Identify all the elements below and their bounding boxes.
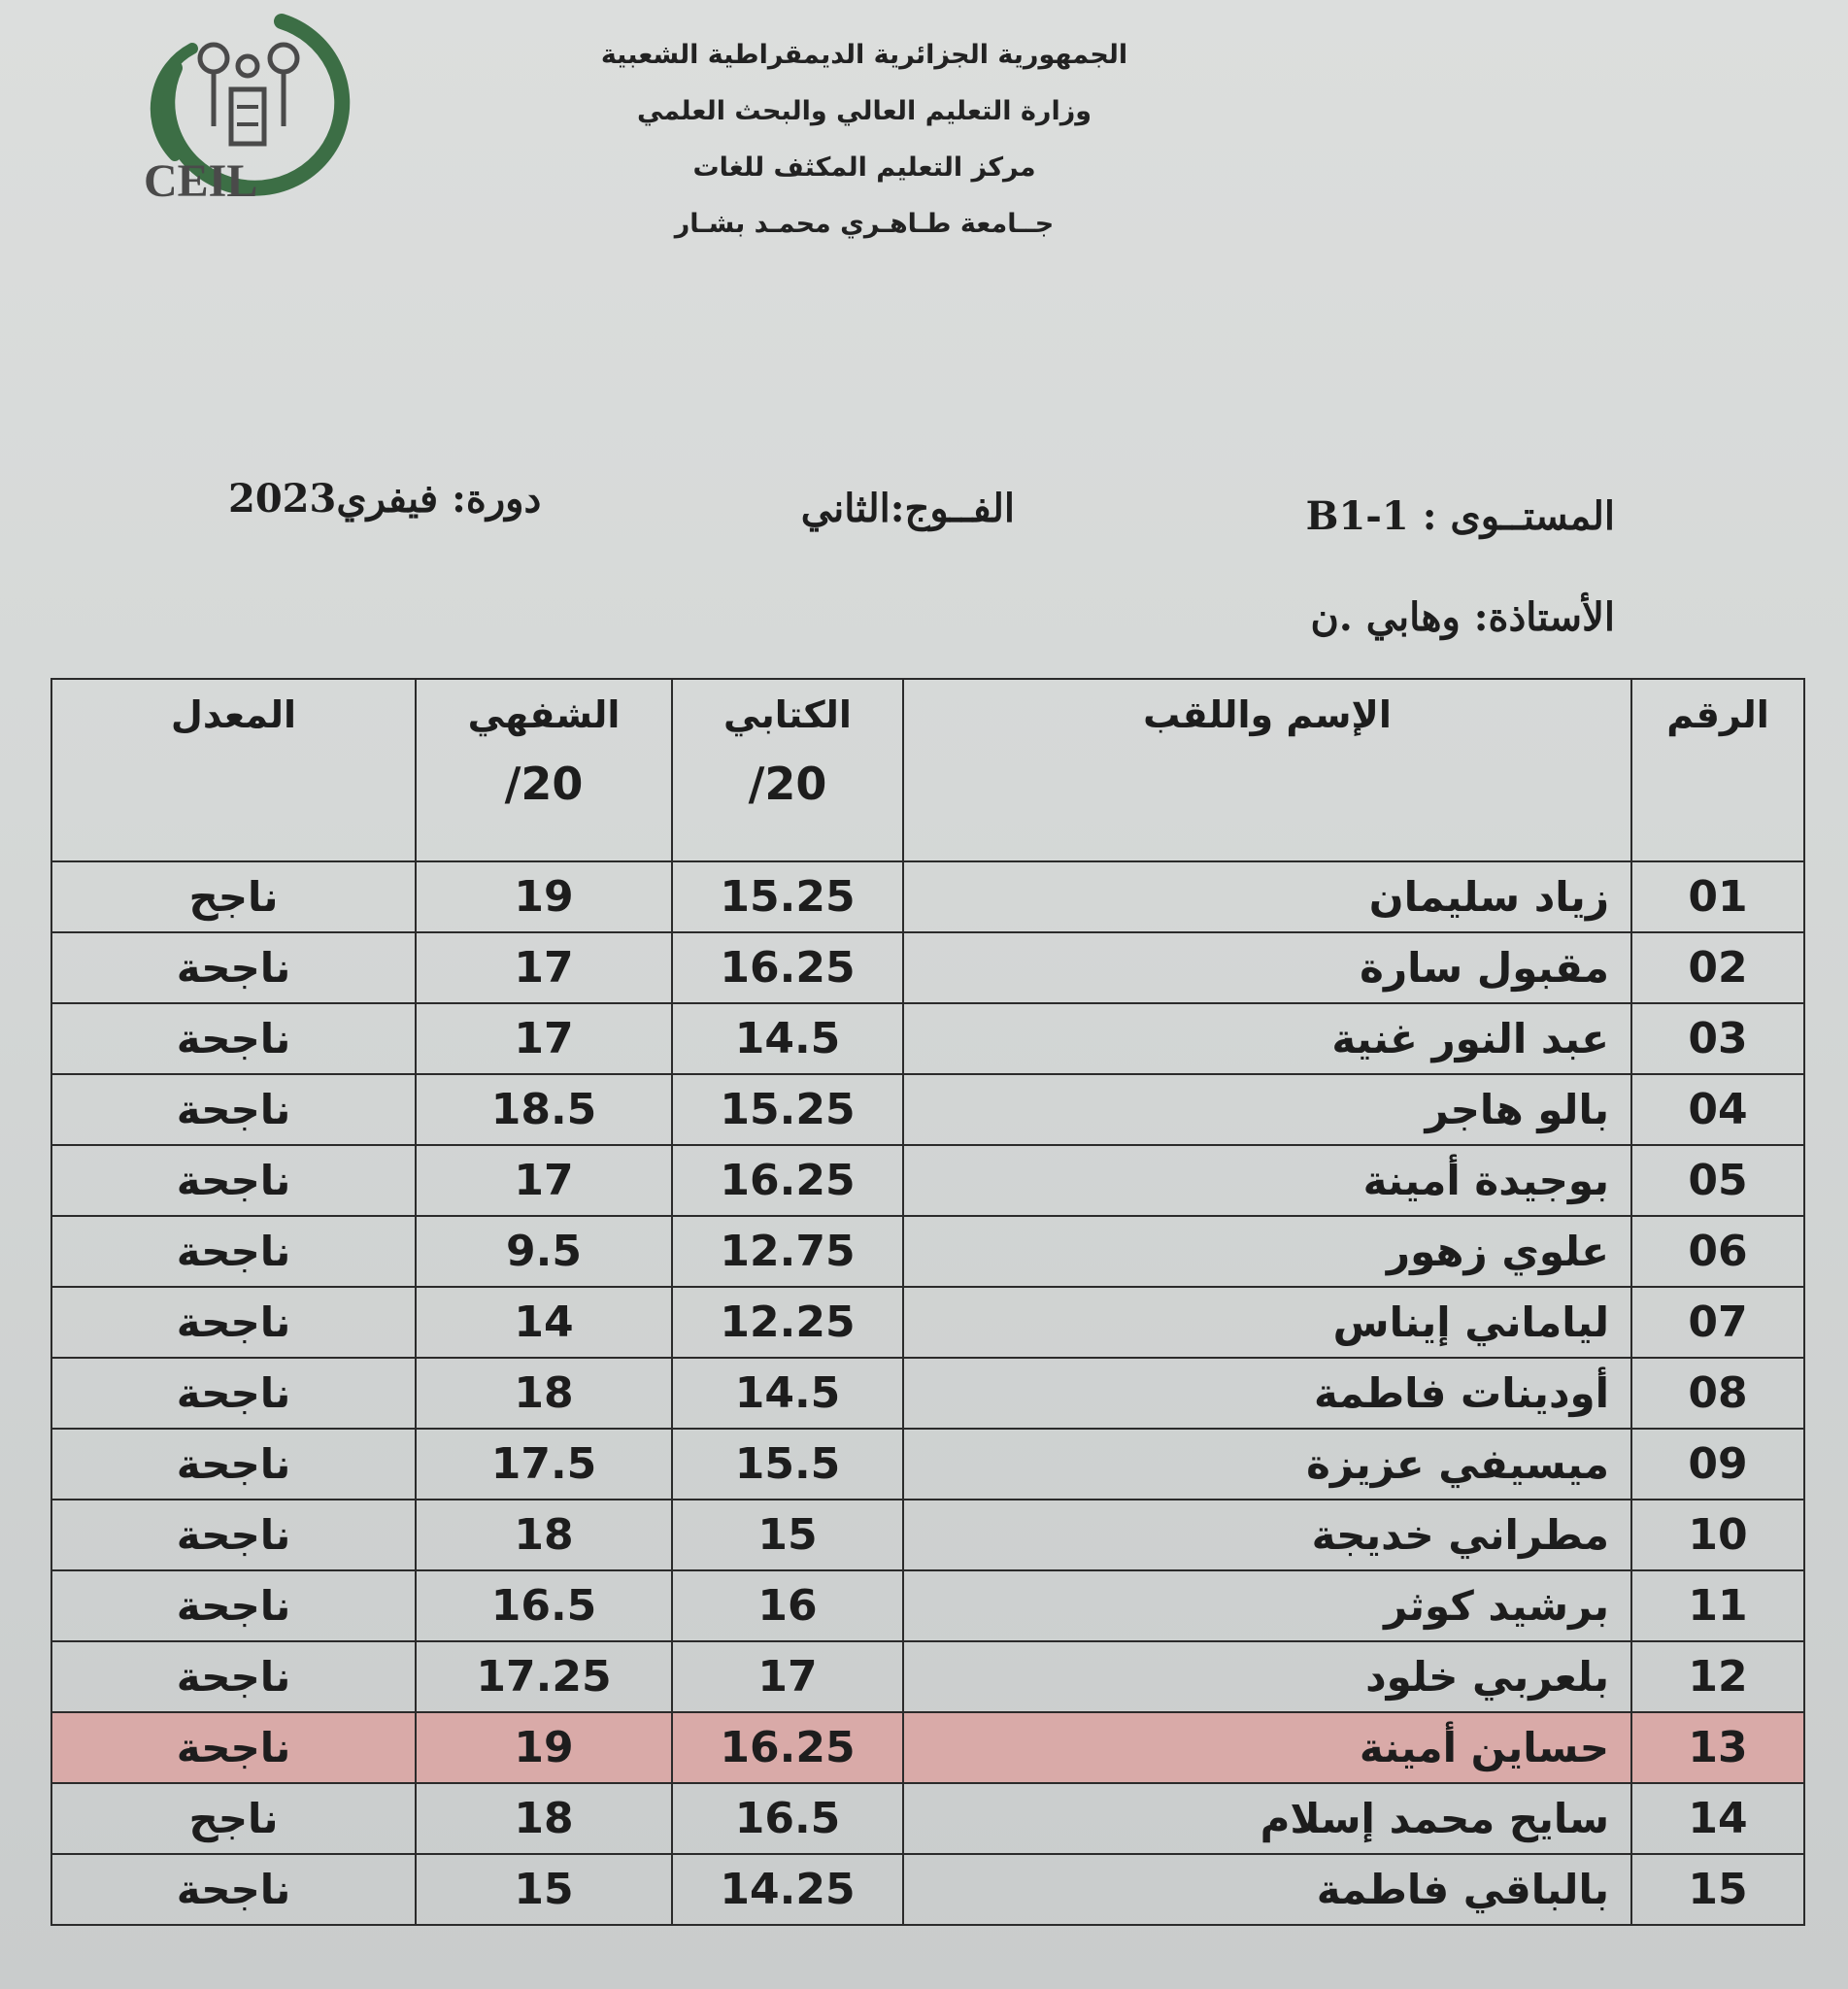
cell-written: 17 bbox=[672, 1641, 903, 1712]
cell-written: 15.25 bbox=[672, 861, 903, 932]
cell-written: 16.5 bbox=[672, 1783, 903, 1854]
cell-oral: 18.5 bbox=[416, 1074, 672, 1145]
cell-oral: 15 bbox=[416, 1854, 672, 1925]
cell-name: سايح محمد إسلام bbox=[903, 1783, 1631, 1854]
table-row bbox=[51, 1854, 1804, 1925]
cell-name: ميسيفي عزيزة bbox=[903, 1429, 1631, 1500]
cell-result: ناجحة bbox=[51, 1358, 416, 1429]
cell-number: 14 bbox=[1631, 1783, 1804, 1854]
cell-result: ناجحة bbox=[51, 1500, 416, 1570]
cell-written: 16.25 bbox=[672, 1145, 903, 1216]
cell-result: ناجحة bbox=[51, 1003, 416, 1074]
cell-name: بالباقي فاطمة bbox=[903, 1854, 1631, 1925]
cell-oral: 19 bbox=[416, 861, 672, 932]
cell-written: 15 bbox=[672, 1500, 903, 1570]
cell-oral: 17 bbox=[416, 932, 672, 1003]
cell-name: علوي زهور bbox=[903, 1216, 1631, 1287]
cell-oral: 14 bbox=[416, 1287, 672, 1358]
teacher-info bbox=[1310, 594, 1615, 640]
session-value: فيفري2023 bbox=[228, 476, 439, 522]
cell-number: 15 bbox=[1631, 1854, 1804, 1925]
cell-oral: 16.5 bbox=[416, 1570, 672, 1641]
header-line-university: جــامعة طـاهـري محمـد بشـار bbox=[674, 209, 1055, 239]
cell-name: لياماني إيناس bbox=[903, 1287, 1631, 1358]
cell-written: 16.25 bbox=[672, 1712, 903, 1783]
cell-number: 03 bbox=[1631, 1003, 1804, 1074]
group-info bbox=[777, 486, 1015, 531]
table-row bbox=[51, 1358, 1804, 1429]
cell-written: 12.25 bbox=[672, 1287, 903, 1358]
table-row bbox=[51, 1287, 1804, 1358]
cell-number: 09 bbox=[1631, 1429, 1804, 1500]
header-written: الكتابي /20 bbox=[672, 679, 903, 861]
cell-result: ناجح bbox=[51, 861, 416, 932]
cell-written: 14.5 bbox=[672, 1358, 903, 1429]
cell-name: مقبول سارة bbox=[903, 932, 1631, 1003]
cell-oral: 19 bbox=[416, 1712, 672, 1783]
table-row bbox=[51, 1641, 1804, 1712]
cell-oral: 17.5 bbox=[416, 1429, 672, 1500]
table-row bbox=[51, 1429, 1804, 1500]
cell-written: 15.25 bbox=[672, 1074, 903, 1145]
cell-number: 08 bbox=[1631, 1358, 1804, 1429]
cell-number: 04 bbox=[1631, 1074, 1804, 1145]
header-line-center: مركز التعليم المكثف للغات bbox=[692, 152, 1036, 183]
cell-number: 12 bbox=[1631, 1641, 1804, 1712]
cell-written: 14.25 bbox=[672, 1854, 903, 1925]
cell-written: 12.75 bbox=[672, 1216, 903, 1287]
table-row bbox=[51, 861, 1804, 932]
cell-oral: 18 bbox=[416, 1358, 672, 1429]
cell-name: حساين أمينة bbox=[903, 1712, 1631, 1783]
group-value: الثاني bbox=[800, 486, 890, 531]
cell-oral: 17 bbox=[416, 1145, 672, 1216]
cell-number: 02 bbox=[1631, 932, 1804, 1003]
header-line-ministry: وزارة التعليم العالي والبحث العلمي bbox=[636, 96, 1092, 126]
cell-written: 16.25 bbox=[672, 932, 903, 1003]
table-row bbox=[51, 1712, 1804, 1783]
cell-result: ناجحة bbox=[51, 1429, 416, 1500]
cell-result: ناجحة bbox=[51, 1287, 416, 1358]
header-name: الإسم واللقب bbox=[903, 679, 1631, 861]
table-row bbox=[51, 1216, 1804, 1287]
table-row bbox=[51, 1074, 1804, 1145]
cell-name: بالو هاجر bbox=[903, 1074, 1631, 1145]
table-row bbox=[51, 1570, 1804, 1641]
cell-name: زياد سليمان bbox=[903, 861, 1631, 932]
grades-table bbox=[50, 678, 1805, 1926]
cell-number: 01 bbox=[1631, 861, 1804, 932]
cell-result: ناجحة bbox=[51, 1216, 416, 1287]
table-row bbox=[51, 1145, 1804, 1216]
cell-written: 15.5 bbox=[672, 1429, 903, 1500]
grades-body bbox=[51, 861, 1804, 1925]
session-info bbox=[228, 476, 541, 522]
header-number: الرقم bbox=[1631, 679, 1804, 861]
cell-written: 16 bbox=[672, 1570, 903, 1641]
level-value: B1-1 bbox=[1305, 493, 1409, 539]
cell-name: مطراني خديجة bbox=[903, 1500, 1631, 1570]
group-label: الفــوج: bbox=[890, 486, 1015, 531]
cell-oral: 18 bbox=[416, 1783, 672, 1854]
cell-name: برشيد كوثر bbox=[903, 1570, 1631, 1641]
table-row bbox=[51, 932, 1804, 1003]
cell-oral: 17.25 bbox=[416, 1641, 672, 1712]
header-oral-scale: /20 bbox=[504, 758, 584, 810]
cell-result: ناجحة bbox=[51, 1145, 416, 1216]
header-oral: الشفهي /20 bbox=[416, 679, 672, 861]
cell-result: ناجحة bbox=[51, 1570, 416, 1641]
cell-oral: 18 bbox=[416, 1500, 672, 1570]
institution-header bbox=[544, 27, 1185, 253]
cell-result: ناجحة bbox=[51, 1712, 416, 1783]
teacher-value: وهابي .ن bbox=[1310, 594, 1461, 640]
header-result: المعدل bbox=[51, 679, 416, 861]
teacher-label: الأستاذة: bbox=[1473, 594, 1615, 640]
level-info bbox=[1306, 493, 1615, 539]
cell-result: ناجحة bbox=[51, 932, 416, 1003]
cell-written: 14.5 bbox=[672, 1003, 903, 1074]
logo-text: CEIL bbox=[144, 155, 258, 207]
header-line-republic: الجمهورية الجزائرية الديمقراطية الشعبية bbox=[600, 40, 1128, 70]
cell-result: ناجحة bbox=[51, 1641, 416, 1712]
cell-result: ناجحة bbox=[51, 1074, 416, 1145]
level-label: المستــوى : bbox=[1422, 493, 1615, 539]
cell-name: أودينات فاطمة bbox=[903, 1358, 1631, 1429]
ceil-logo bbox=[136, 10, 359, 209]
table-row bbox=[51, 1783, 1804, 1854]
header-written-scale: /20 bbox=[748, 758, 827, 810]
table-header-row bbox=[51, 679, 1804, 861]
cell-name: عبد النور غنية bbox=[903, 1003, 1631, 1074]
cell-number: 07 bbox=[1631, 1287, 1804, 1358]
cell-number: 10 bbox=[1631, 1500, 1804, 1570]
session-label: دورة: bbox=[452, 476, 542, 522]
table-row bbox=[51, 1500, 1804, 1570]
cell-oral: 9.5 bbox=[416, 1216, 672, 1287]
cell-number: 13 bbox=[1631, 1712, 1804, 1783]
cell-result: ناجحة bbox=[51, 1854, 416, 1925]
cell-number: 06 bbox=[1631, 1216, 1804, 1287]
cell-result: ناجح bbox=[51, 1783, 416, 1854]
cell-oral: 17 bbox=[416, 1003, 672, 1074]
table-row bbox=[51, 1003, 1804, 1074]
cell-name: بلعربي خلود bbox=[903, 1641, 1631, 1712]
cell-name: بوجيدة أمينة bbox=[903, 1145, 1631, 1216]
cell-number: 11 bbox=[1631, 1570, 1804, 1641]
cell-number: 05 bbox=[1631, 1145, 1804, 1216]
